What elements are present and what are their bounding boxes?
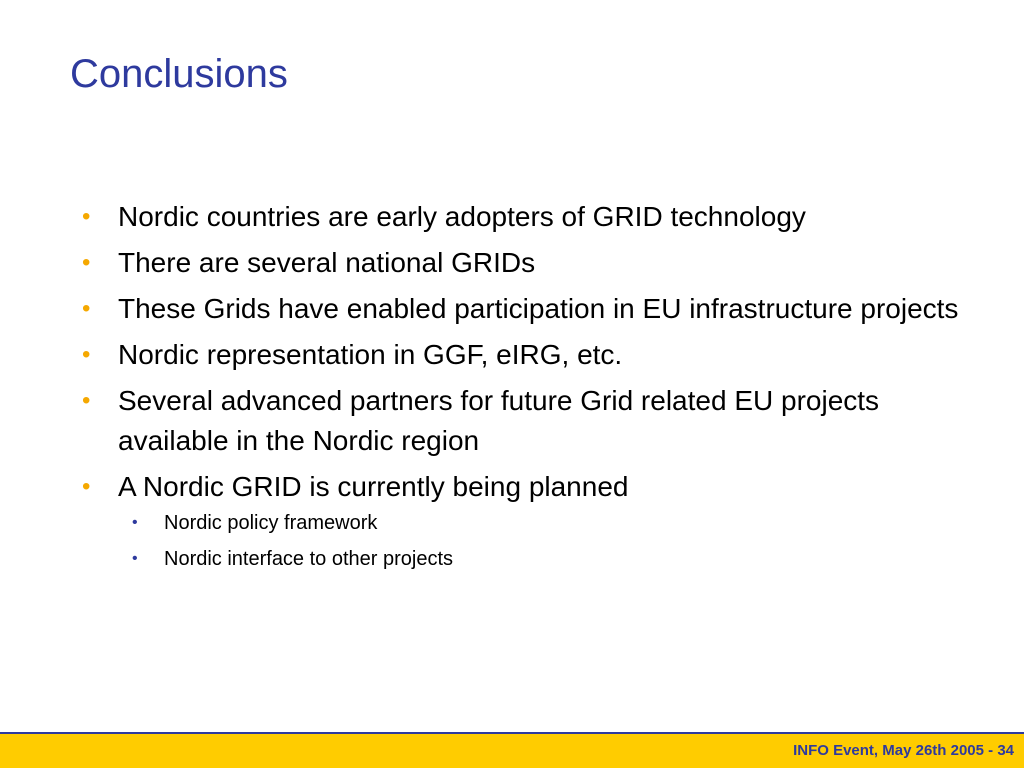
bullet-item (80, 289, 960, 329)
bullet-text: Nordic representation in GGF, eIRG, etc. (118, 339, 623, 370)
bullet-item (80, 243, 960, 283)
bullet-item (80, 381, 960, 461)
sub-bullet-icon: • (132, 550, 138, 567)
bullet-item (80, 197, 960, 237)
bullet-item (80, 335, 960, 375)
bullet-icon: • (82, 473, 91, 500)
bullet-icon: • (82, 203, 91, 230)
bullet-text: A Nordic GRID is currently being planned (118, 471, 629, 502)
bullet-icon: • (82, 295, 91, 322)
bullet-text: Several advanced partners for future Grid related EU projects available in the Nordic region (118, 385, 880, 456)
bullet-icon: • (82, 341, 91, 368)
footer-text: INFO Event, May 26th 2005 - 34 (793, 742, 1014, 759)
bullet-list (80, 197, 960, 581)
slide-title: Conclusions (70, 52, 288, 96)
sub-bullet-text: Nordic interface to other projects (164, 548, 454, 570)
sub-bullet-text: Nordic policy framework (164, 512, 378, 534)
sub-bullet-item (80, 545, 960, 573)
bullet-icon: • (82, 387, 91, 414)
sub-bullet-icon: • (132, 514, 138, 531)
bullet-item (80, 467, 960, 573)
bullet-text: There are several national GRIDs (118, 247, 536, 278)
footer-bar (0, 732, 1024, 768)
bullet-text: Nordic countries are early adopters of GRID technology (118, 201, 806, 232)
sub-bullet-item (80, 509, 960, 537)
sub-bullet-list (118, 509, 960, 573)
bullet-text: These Grids have enabled participation in EU infrastructure projects (118, 293, 959, 324)
bullet-icon: • (82, 249, 91, 276)
